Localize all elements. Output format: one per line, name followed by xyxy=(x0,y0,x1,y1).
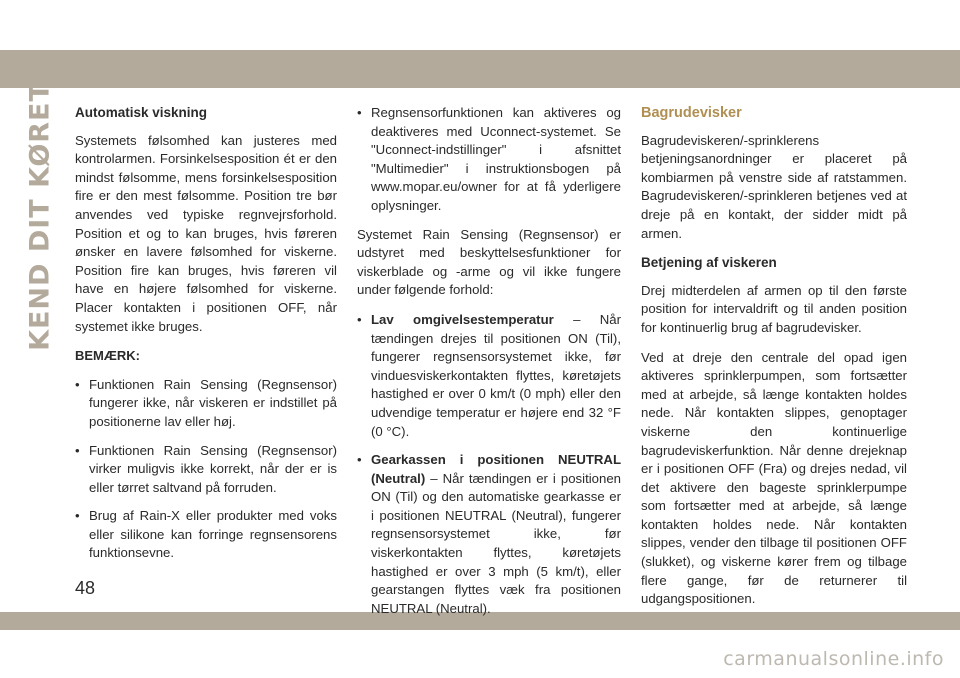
column-middle xyxy=(357,104,621,628)
conditions-list xyxy=(357,311,621,619)
bullet-term: Gearkassen i positionen NEUTRAL (Neutral) xyxy=(371,452,621,486)
top-bullet-list xyxy=(357,104,621,216)
paragraph-washer: Ved at dreje den centrale del opad igen aktiveres sprinklerpumpen, som fortsætter med at arbejde, så længe kontakten holdes nede. Når kontakten slippes, genoptager viskerne den kontinuerlige bagrudeviskerfunktion. Når denne drejeknap er i positionen OFF (Fra) og drejes nedad, vil det aktivere den bageste sprinklerpumpe som fortsætter med at arbejde, så længe kontakten holdes nede. Når kontakten slippes, vender den tilbage til positionen OFF (slukket), og viskerne kører frem og tilbage flere gange, før de returnerer til udgangspositionen. xyxy=(641,349,907,607)
list-item: • Brug af Rain-X eller produkter med voks eller silikone kan forringe regnsensorens funktionsevne. xyxy=(75,507,337,563)
list-item: • Funktionen Rain Sensing (Regnsensor) fungerer ikke, når viskeren er indstillet på positionerne lav eller høj. xyxy=(75,376,337,432)
heading-rear-wiper: Bagrudevisker xyxy=(641,105,742,121)
header-band xyxy=(0,50,960,88)
note-label: BEMÆRK: xyxy=(75,348,140,364)
bullet-term: Lav omgivelsestemperatur xyxy=(371,311,554,327)
watermark: carmanualsonline.info xyxy=(723,648,944,670)
list-item xyxy=(357,311,621,441)
note-bullet-list xyxy=(75,376,337,563)
section-side-label xyxy=(20,47,60,351)
subheading-wiper-operation: Betjening af viskeren xyxy=(641,255,777,271)
paragraph-protection: Systemet Rain Sensing (Regnsensor) er udstyret med beskyttelsesfunktioner for viskerblade og -arme og vil ikke fungere under følgende forhold: xyxy=(357,226,621,298)
heading-automatic-wiping: Automatisk viskning xyxy=(75,105,208,120)
bullet-text: – Når tændingen drejes til positionen ON (Til), fungerer regnsensorsystemet ikke, før vinduesviskerkontakten flyttes, køretøjets hastighed er over 0 km/t (0 mph) eller den udvendige temperatur er højere end 32 °F (0 °C). xyxy=(371,311,621,439)
column-left xyxy=(75,104,337,573)
page-number: 48 xyxy=(75,578,96,598)
paragraph-sensitivity: Systemets følsomhed kan justeres med kontrolarmen. Forsinkelsesposition ét er den mindst følsomme, mens forsinkelsesposition fire er den mest følsomme. Position tre bør anvendes ved typiske regnvejrsforhold. Position et og to kan bruges, hvis føreren ønsker en lavere følsomhed for viskerne. Position fire kan bruges, hvis føreren vil have en højere følsomhed for viskerne. Placer kontakten i positionen OFF, når systemet ikke bruges. xyxy=(75,132,337,334)
bullet-text: – Når tændingen er i positionen ON (Til) og den automatiske gearkasse er i positionen NEUTRAL (Neutral), fungerer regnsensorsystemet ikke, før viskerkontakten flyttes, køretøjets hastighed er over 3 mph (5 km/t), eller gearstangen flyttes væk fra positionen NEUTRAL (Neutral). xyxy=(371,470,621,616)
paragraph-rear-wiper-controls: Bagrudeviskeren/-sprinklerens betjeningsanordninger er placeret på kombiarmen på venstre side af ratstammen. Bagrudeviskeren/-sprinkleren betjenes ved at dreje på en kontakt, der sidder midt på armen. xyxy=(641,132,907,241)
list-item: • Funktionen Rain Sensing (Regnsensor) virker muligvis ikke korrekt, når der er is eller tørret saltvand på forruden. xyxy=(75,442,337,498)
paragraph-intervals: Drej midterdelen af armen op til den første position for intervaldrift og til anden position for kontinuerlig brug af bagrudevisker. xyxy=(641,282,907,335)
list-item xyxy=(357,451,621,618)
side-label-text: KEND DIT KØRETØJ xyxy=(24,47,56,351)
list-item: • Regnsensorfunktionen kan aktiveres og deaktiveres med Uconnect-systemet. Se "Uconnect-indstillinger" i afsnittet "Multimedier" i instruktionsbogen på www.mopar.eu/owner for at få yderligere oplysninger. xyxy=(357,104,621,216)
column-right xyxy=(641,104,907,620)
